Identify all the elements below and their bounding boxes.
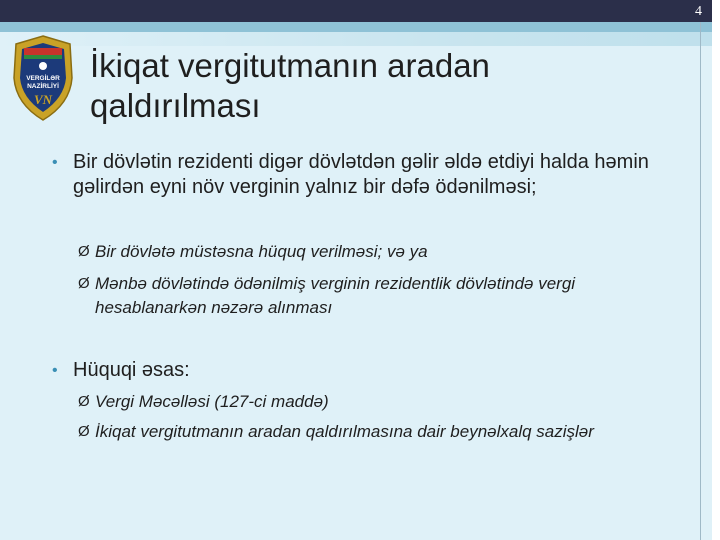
accent-gradient-strip	[0, 32, 712, 46]
bullet-dot-icon: •	[52, 154, 58, 171]
emblem-mark: VN	[33, 92, 53, 107]
slide-title: İkiqat vergitutmanın aradan qaldırılması	[90, 47, 490, 124]
arrow-bullet-icon: Ø	[78, 275, 90, 292]
subitem-text: Bir dövlətə müstəsna hüquq verilməsi; və ya	[95, 242, 428, 261]
arrow-bullet-icon: Ø	[78, 243, 90, 260]
page-number: 4	[695, 4, 702, 19]
right-edge-line	[700, 22, 701, 540]
right-margin	[712, 0, 720, 540]
subitem-text: İkiqat vergitutmanın aradan qaldırılmasına dair beynəlxalq sazişlər	[95, 422, 594, 441]
bullet-text: Hüquqi əsas:	[73, 359, 190, 381]
bullet-text: Bir dövlətin rezidenti digər dövlətdən gəlir əldə etdiyi halda həmin gəlirdən eyni növ verginin yalnız bir dəfə ödənilməsi;	[73, 151, 649, 198]
top-bar	[0, 0, 720, 22]
subitem-text: Vergi Məcəlləsi (127-ci maddə)	[95, 392, 329, 411]
arrow-bullet-icon: Ø	[78, 423, 90, 440]
emblem-text-bottom: NAZİRLİYİ	[27, 83, 59, 90]
accent-strip	[0, 22, 712, 32]
arrow-bullet-icon: Ø	[78, 393, 90, 410]
bullet-dot-icon: •	[52, 362, 58, 379]
ministry-emblem-logo	[10, 34, 76, 122]
emblem-text-top: VERGİLƏR	[26, 75, 60, 82]
subitem-text: Mənbə dövlətində ödənilmiş verginin rezidentlik dövlətində vergi hesablanarkən nəzərə alınması	[95, 274, 576, 317]
